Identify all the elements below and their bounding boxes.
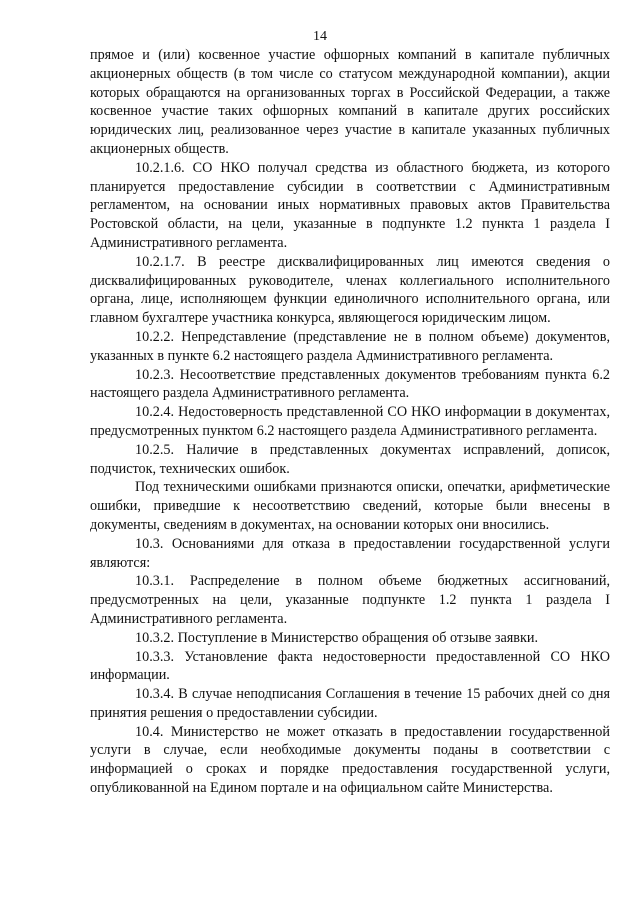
page-number: 14 [313, 29, 327, 44]
paragraph-10-2-1-6: 10.2.1.6. СО НКО получал средства из областного бюджета, из которого планируется предоставление субсидии в соответствии с Административным регламентом, на основании иных нормативных правовых актов Правительства Ростовской области, на цели, указанные в подпункте 1.2 пункта 1 раздела I Административного регламента. [90, 159, 610, 251]
paragraph-10-4: 10.4. Министерство не может отказать в предоставлении государственной услуги в случае, если необходимые документы поданы в соответствии с информацией о сроках и порядке предоставления государственной услуги, опубликованной на Едином портале и на официальном сайте Министерства. [90, 723, 610, 797]
paragraph-10-2-3: 10.2.3. Несоответствие представленных документов требованиям пункта 6.2 настоящего раздела Административного регламента. [90, 366, 610, 402]
paragraph-10-3-1: 10.3.1. Распределение в полном объеме бюджетных ассигнований, предусмотренных на цели, указанные подпункте 1.2 пункта 1 раздела I Административного регламента. [90, 573, 610, 627]
document-body [90, 46, 610, 798]
paragraph-10-2-5: 10.2.5. Наличие в представленных документах исправлений, дописок, подчисток, технических ошибок. [90, 441, 610, 477]
paragraph-10-3: 10.3. Основаниями для отказа в предоставлении государственной услуги являются: [90, 535, 610, 571]
paragraph-10-2-4: 10.2.4. Недостоверность представленной СО НКО информации в документах, предусмотренных пунктом 6.2 настоящего раздела Административного регламента. [90, 404, 610, 439]
paragraph-10-3-3: 10.3.3. Установление факта недостоверности предоставленной СО НКО информации. [90, 648, 610, 684]
paragraph-10-3-2: 10.3.2. Поступление в Министерство обращения об отзыве заявки. [135, 629, 538, 646]
paragraph-10-2-2: 10.2.2. Непредставление (представление не в полном объеме) документов, указанных в пункте 6.2 настоящего раздела Административного регламента. [90, 328, 610, 364]
paragraph-continuation: прямое и (или) косвенное участие офшорных компаний в капитале публичных акционерных обществ (в том числе со статусом международной компании), акции которых обращаются на организованных торгах в Российской Федерации, а также косвенное участие таких офшорных компаний в капитале других российских юридических лиц, реализованное через участие в капитале указанных публичных акционерных обществ. [90, 47, 610, 157]
paragraph-10-2-1-7: 10.2.1.7. В реестре дисквалифицированных лиц имеются сведения о дисквалифицированных руководителе, членах коллегиального исполнительного органа, лице, исполняющем функции единоличного исполнительного органа, или главном бухгалтере участника конкурса, являющегося юридическим лицом. [90, 253, 610, 327]
paragraph-technical-errors: Под техническими ошибками признаются описки, опечатки, арифметические ошибки, приведшие к несоответствию сведений, которые были внесены в документы, сведениям в документах, на основании которых они вносились. [90, 479, 610, 533]
paragraph-10-3-4: 10.3.4. В случае неподписания Соглашения в течение 15 рабочих дней со дня принятия решения о предоставлении субсидии. [90, 686, 610, 721]
